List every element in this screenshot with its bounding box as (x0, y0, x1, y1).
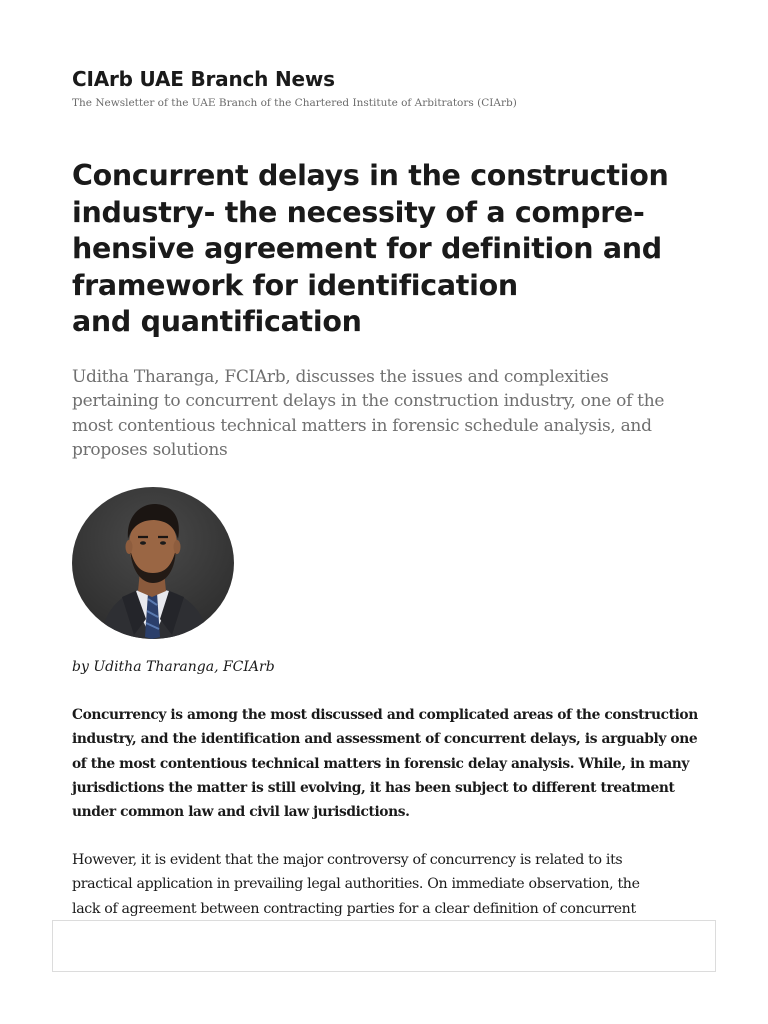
article-title-line: and quantification (72, 305, 362, 338)
paragraph-line: practical application in prevailing legal authorities. On immediate observation, the (72, 876, 640, 893)
lead-paragraph (72, 703, 702, 824)
article-title (72, 158, 702, 341)
author-portrait-icon (72, 487, 234, 639)
paragraph-line: Concurrency is among the most discussed and complicated areas of the construction (72, 707, 698, 723)
article-title-line: hensive agreement for definition and (72, 232, 662, 265)
article-title-line: framework for identification (72, 268, 518, 302)
paragraph-line: under common law and civil law jurisdictions. (72, 804, 410, 821)
article-title-line: industry- the necessity of a compre- (72, 195, 645, 229)
excerpt-line: proposes solutions (72, 439, 228, 460)
article-byline: by Uditha Tharanga, FCIArb (72, 659, 275, 675)
paragraph-line: lack of agreement between contracting parties for a clear definition of concurrent (72, 900, 636, 917)
site-title[interactable]: CIArb UAE Branch News (72, 67, 335, 91)
excerpt-line: Uditha Tharanga, FCIArb, discusses the issues and complexities (72, 367, 609, 387)
article-title-line: Concurrent delays in the construction (72, 159, 669, 192)
paragraph-line: industry, and the identification and assessment of concurrent delays, is arguably one (72, 731, 698, 748)
body-paragraph (72, 848, 702, 921)
bottom-overlay-bar[interactable] (52, 920, 716, 972)
paragraph-line: jurisdictions the matter is still evolving, it has been subject to different treatment (72, 779, 675, 796)
author-photo (72, 487, 234, 639)
paragraph-line: of the most contentious technical matters in forensic delay analysis. While, in many (72, 755, 689, 772)
excerpt-line: most contentious technical matters in forensic schedule analysis, and (72, 415, 652, 436)
site-description: The Newsletter of the UAE Branch of the Chartered Institute of Arbitrators (CIArb) (72, 97, 517, 109)
article-excerpt (72, 365, 702, 462)
paragraph-line: However, it is evident that the major controversy of concurrency is related to its (72, 852, 623, 868)
excerpt-line: pertaining to concurrent delays in the construction industry, one of the (72, 391, 665, 412)
